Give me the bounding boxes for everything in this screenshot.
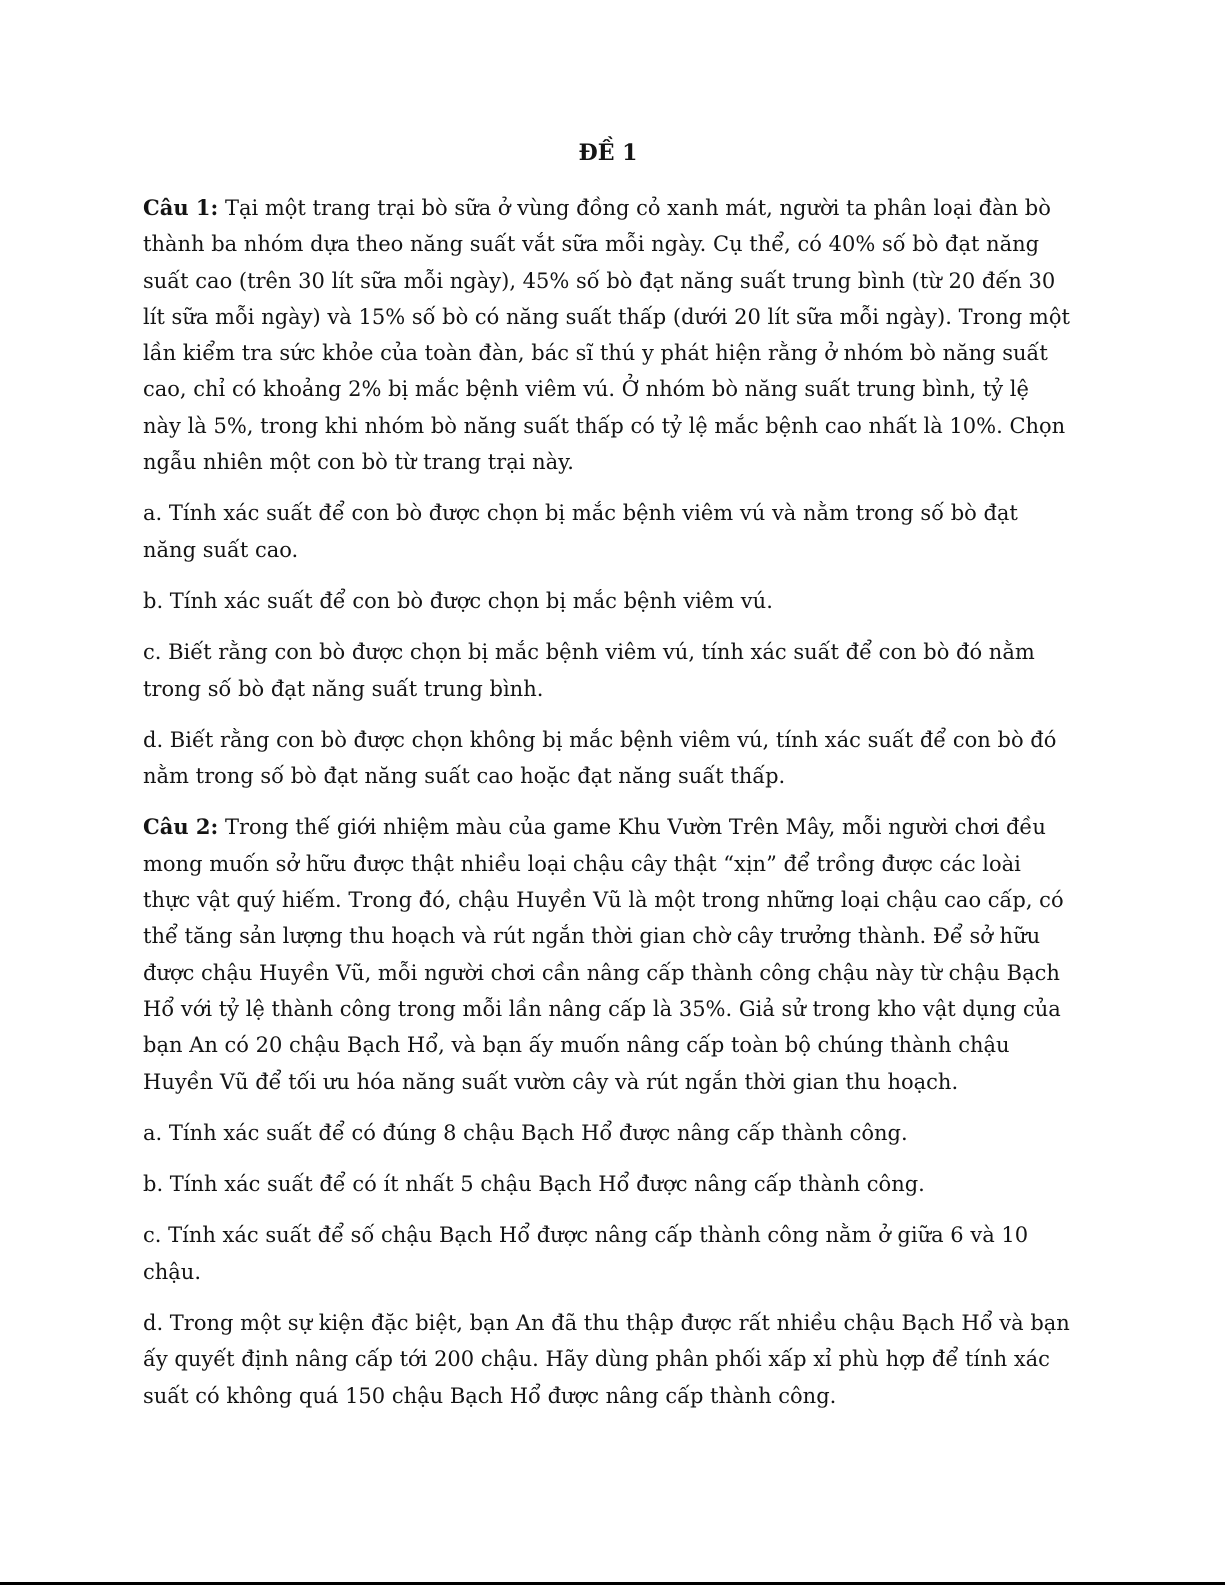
exam-content	[143, 140, 1073, 1429]
exam-title: ĐỀ 1	[578, 140, 638, 166]
question-1-text: Tại một trang trại bò sữa ở vùng đồng cỏ xanh mát, người ta phân loại đàn bò thành ba nhóm dựa theo năng suất vắt sữa mỗi ngày. Cụ thể, có 40% số bò đạt năng suất cao (trên 30 lít sữa mỗi ngày), 45% số bò đạt năng suất trung bình (từ 20 đến 30 lít sữa mỗi ngày) và 15% số bò có năng suất thấp (dưới 20 lít sữa mỗi ngày). Trong một lần kiểm tra sức khỏe của toàn đàn, bác sĩ thú y phát hiện rằng ở nhóm bò năng suất cao, chỉ có khoảng 2% bị mắc bệnh viêm vú. Ở nhóm bò năng suất trung bình, tỷ lệ này là 5%, trong khi nhóm bò năng suất thấp có tỷ lệ mắc bệnh cao nhất là 10%. Chọn ngẫu nhiên một con bò từ trang trại này.	[143, 196, 1070, 475]
question-2-part-d: d. Trong một sự kiện đặc biệt, bạn An đã thu thập được rất nhiều chậu Bạch Hổ và bạn ấy quyết định nâng cấp tới 200 chậu. Hãy dùng phân phối xấp xỉ phù hợp để tính xác suất có không quá 150 chậu Bạch Hổ được nâng cấp thành công.	[143, 1311, 1070, 1408]
question-2-label: Câu 2:	[143, 814, 219, 840]
question-1-part-a: a. Tính xác suất để con bò được chọn bị mắc bệnh viêm vú và nằm trong số bò đạt năng suất cao.	[143, 501, 1018, 562]
question-2-part-b: b. Tính xác suất để có ít nhất 5 chậu Bạch Hổ được nâng cấp thành công.	[143, 1172, 925, 1197]
question-2-text: Trong thế giới nhiệm màu của game Khu Vườn Trên Mây, mỗi người chơi đều mong muốn sở hữu được thật nhiều loại chậu cây thật “xịn” để trồng được các loài thực vật quý hiếm. Trong đó, chậu Huyền Vũ là một trong những loại chậu cao cấp, có thể tăng sản lượng thu hoạch và rút ngắn thời gian chờ cây trưởng thành. Để sở hữu được chậu Huyền Vũ, mỗi người chơi cần nâng cấp thành công chậu này từ chậu Bạch Hổ với tỷ lệ thành công trong mỗi lần nâng cấp là 35%. Giả sử trong kho vật dụng của bạn An có 20 chậu Bạch Hổ, và bạn ấy muốn nâng cấp toàn bộ chúng thành chậu Huyền Vũ để tối ưu hóa năng suất vườn cây và rút ngắn thời gian thu hoạch.	[143, 815, 1064, 1094]
question-1-stem	[143, 190, 1073, 480]
question-1-part-c: c. Biết rằng con bò được chọn bị mắc bệnh viêm vú, tính xác suất để con bò đó nằm trong số bò đạt năng suất trung bình.	[143, 640, 1035, 701]
question-1-part-b: b. Tính xác suất để con bò được chọn bị mắc bệnh viêm vú.	[143, 588, 773, 613]
question-1-part-d: d. Biết rằng con bò được chọn không bị mắc bệnh viêm vú, tính xác suất để con bò đó nằm trong số bò đạt năng suất cao hoặc đạt năng suất thấp.	[143, 727, 1057, 789]
question-2-part-a: a. Tính xác suất để có đúng 8 chậu Bạch Hổ được nâng cấp thành công.	[143, 1120, 908, 1145]
question-2-part-c: c. Tính xác suất để số chậu Bạch Hổ được nâng cấp thành công nằm ở giữa 6 và 10 chậu.	[143, 1223, 1029, 1284]
question-1-label: Câu 1:	[143, 195, 219, 220]
question-2-stem	[143, 809, 1073, 1099]
